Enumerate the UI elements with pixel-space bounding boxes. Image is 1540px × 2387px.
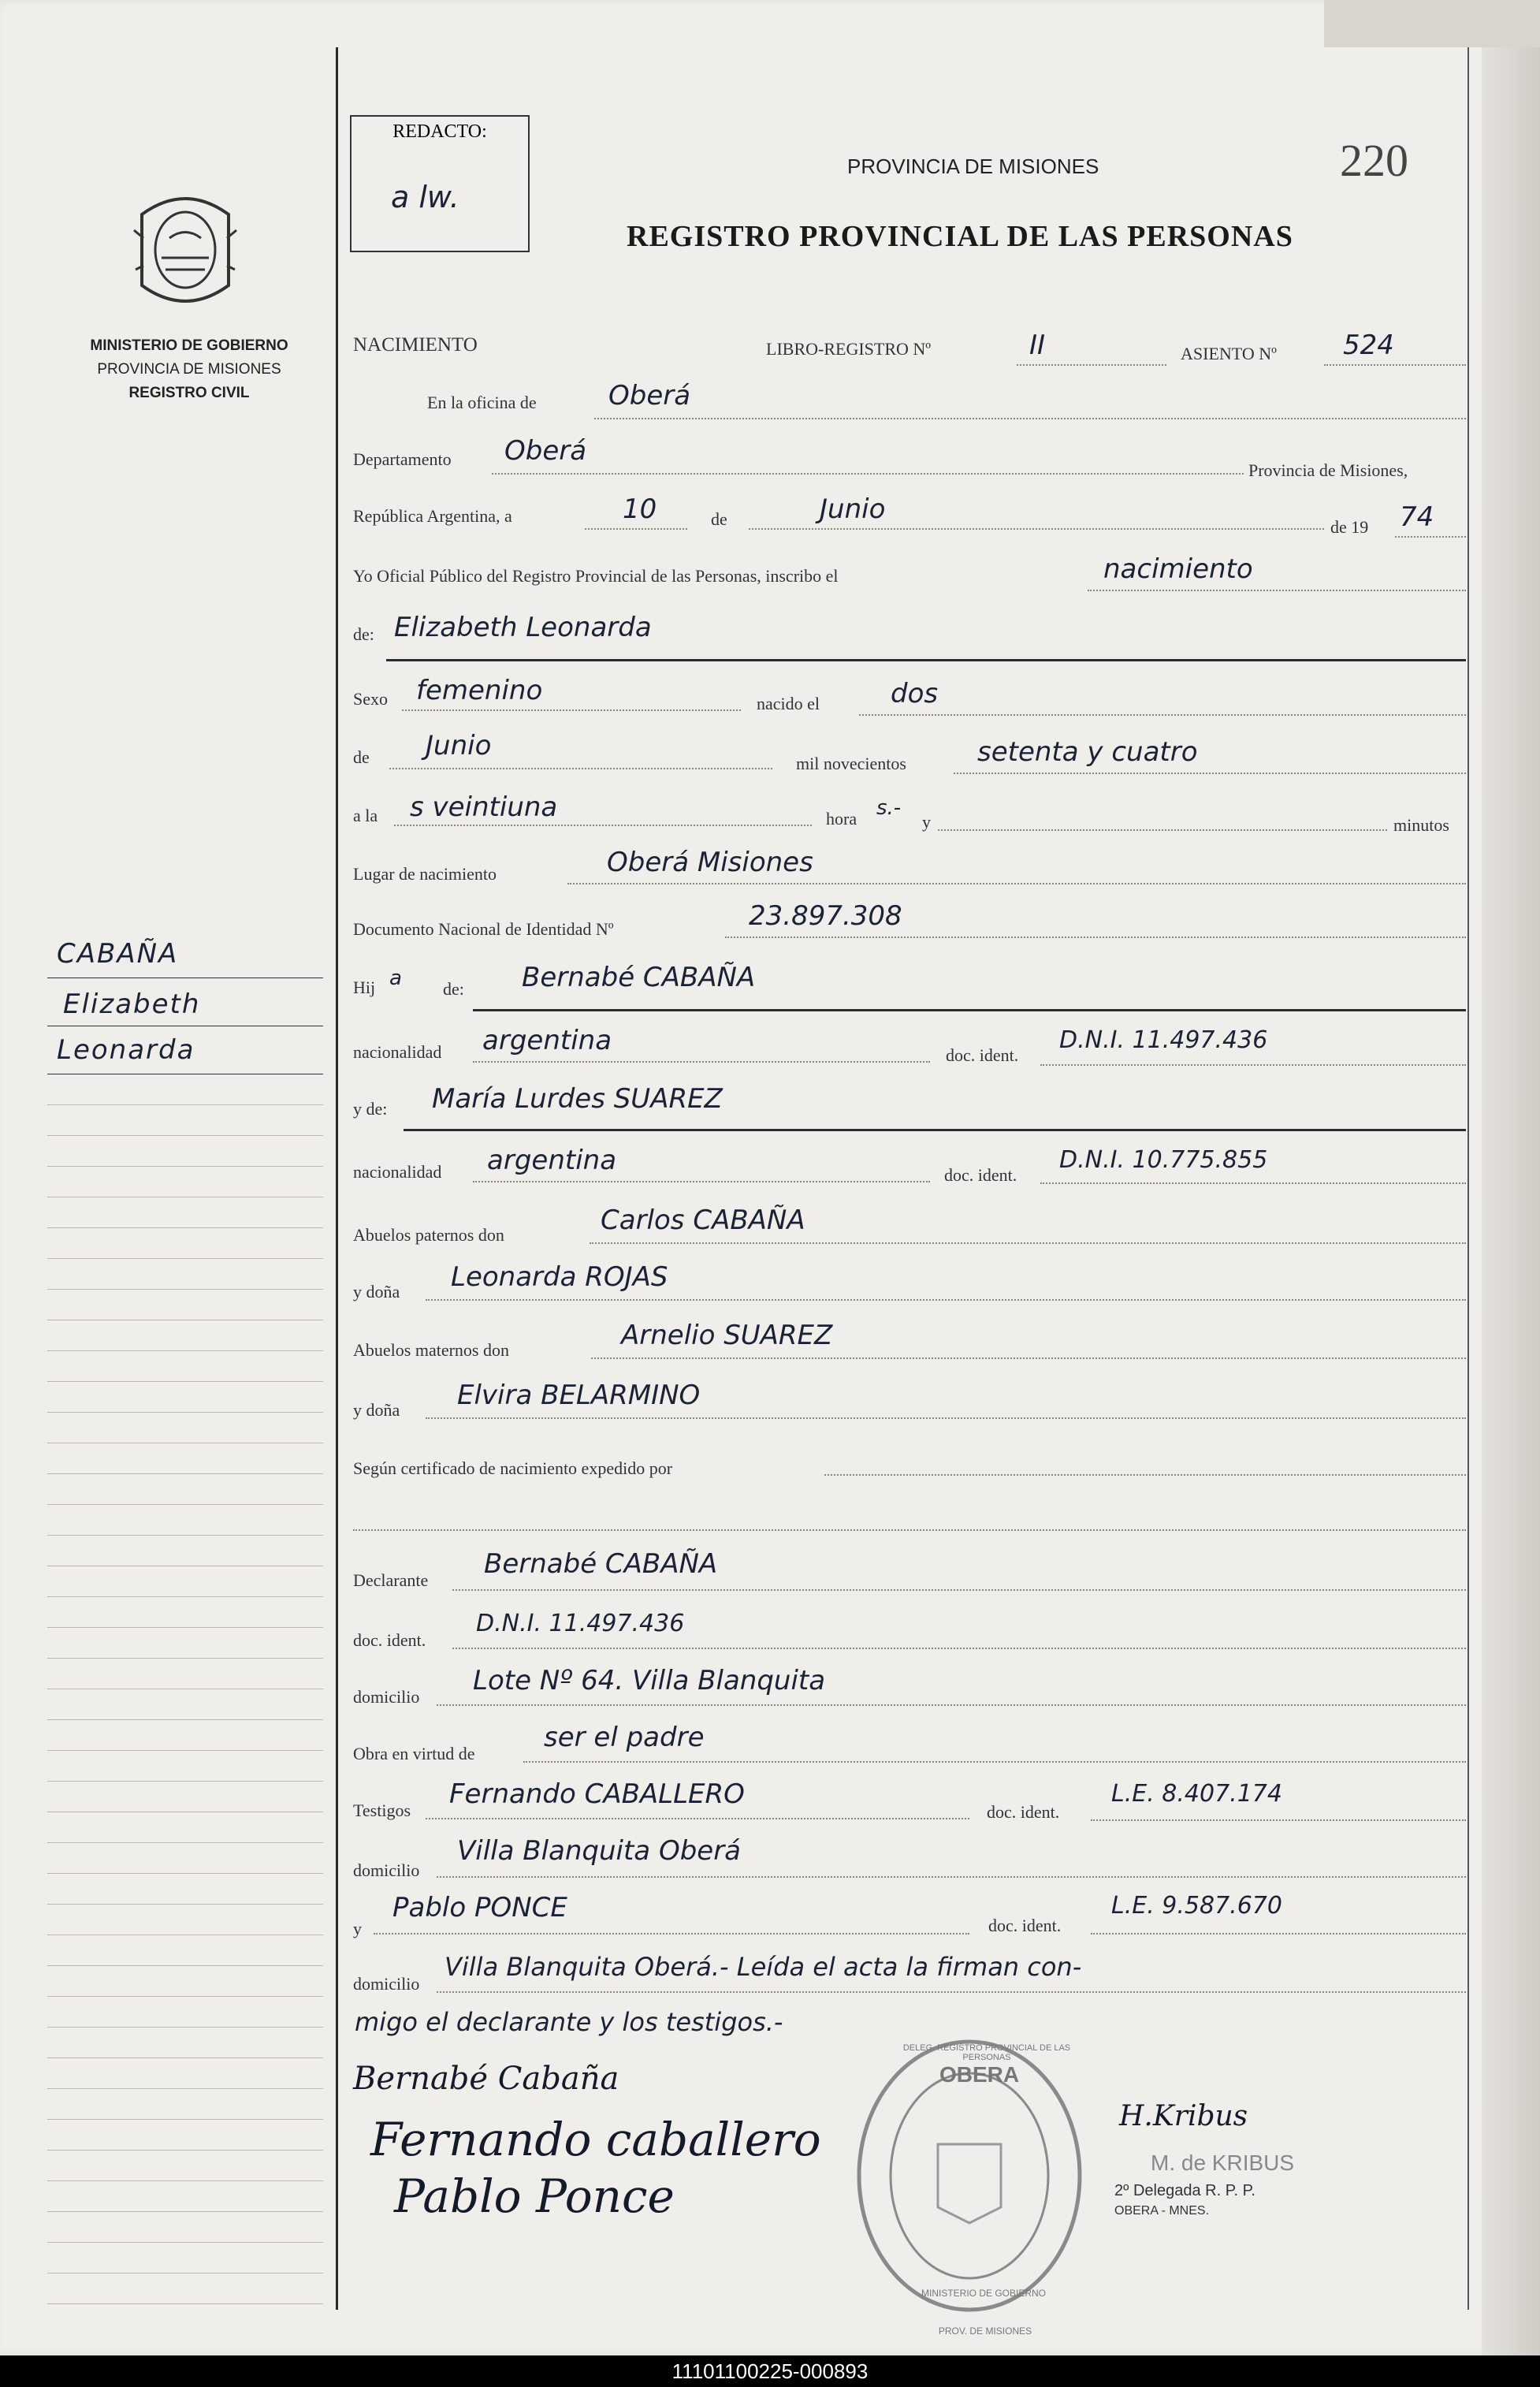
nacido-value: dos [891,678,939,709]
de-mes-label: de [353,747,370,767]
hij-de-label: de: [443,979,464,999]
nacimiento-label: NACIMIENTO [353,334,478,356]
redacto-initials: a lw. [391,180,459,214]
right-rule [1467,47,1469,2310]
oficina-value: Oberá [608,380,691,411]
official-title: 2º Delegada R. P. P. [1114,2182,1255,2199]
birthplace-value: Oberá Misiones [607,847,813,878]
page-number: 220 [1340,135,1408,186]
dia-value: 10 [623,493,657,525]
abuelos-maternos-label: Abuelos maternos don [353,1340,509,1360]
official-name: M. de KRIBUS [1151,2151,1295,2175]
hour-value: s veintiuna [410,791,558,823]
maternal-grandmother-value: Elvira BELARMINO [457,1380,701,1411]
signature-witness2: Pablo Ponce [394,2169,675,2223]
witness1-name-value: Fernando CABALLERO [449,1778,745,1810]
father-doc-value: D.N.I. 11.497.436 [1059,1026,1268,1054]
nacionalidad-padre-label: nacionalidad [353,1042,442,1062]
anio-value: 74 [1400,501,1434,533]
closing-text: migo el declarante y los testigos.- [355,2007,783,2037]
mother-doc-value: D.N.I. 10.775.855 [1059,1146,1268,1174]
provincia-label: Provincia de Misiones, [1248,460,1408,480]
page-edge-top [1324,0,1540,47]
obra-value: ser el padre [544,1722,705,1753]
ministry-line2: PROVINCIA DE MISIONES [97,361,281,378]
declarant-doc-value: D.N.I. 11.497.436 [476,1610,685,1637]
nacionalidad-madre-label: nacionalidad [353,1162,442,1182]
mother-nationality-value: argentina [487,1145,617,1176]
ydona-mat-label: y doña [353,1400,400,1420]
witness1-doc-value: L.E. 8.407.174 [1111,1780,1282,1808]
ala-label: a la [353,806,378,825]
mes-value: Junio [820,493,886,525]
libro-label: LIBRO-REGISTRO Nº [766,339,932,359]
redacto-label: REDACTO: [392,121,487,142]
signature-official: H.Kribus [1119,2100,1248,2132]
doc-padre-label: doc. ident. [946,1045,1019,1065]
stamp-ring-text: DELEG. REGISTRO PROVINCIAL DE LAS PERSONAS [902,2043,1071,2062]
witness1-address-value: Villa Blanquita Oberá [457,1835,742,1867]
departamento-label: Departamento [353,449,452,469]
oficial-value: nacimiento [1103,553,1253,585]
signature-witness1: Fernando caballero [370,2113,821,2166]
doc-madre-label: doc. ident. [944,1165,1017,1185]
mother-name-value: María Lurdes SUAREZ [432,1083,723,1115]
ministry-line3: REGISTRO CIVIL [128,385,250,401]
dom-t1-label: domicilio [353,1860,420,1880]
sexo-value: femenino [416,675,543,706]
sexo-label: Sexo [353,689,388,709]
margin-rule [336,47,338,2310]
stamp-top-text: OBERA [939,2062,1020,2087]
obra-label: Obra en virtud de [353,1744,475,1763]
registry-heading: REGISTRO PROVINCIAL DE LAS PERSONAS [627,220,1293,253]
birth-month-value: Junio [426,730,492,762]
stamp-bottom-text: PROV. DE MISIONES [938,2326,1032,2337]
maternal-grandfather-value: Arnelio SUAREZ [621,1320,833,1351]
yde-label: y de: [353,1099,388,1119]
abuelos-paternos-label: Abuelos paternos don [353,1225,504,1245]
hour-suffix-value: s.- [876,796,902,820]
declarante-label: Declarante [353,1570,429,1590]
page-edge-right [1482,47,1540,2355]
father-nationality-value: argentina [482,1025,612,1056]
hora-label: hora [826,809,857,829]
hij-label: Hij [353,978,376,997]
paternal-grandfather-value: Carlos CABAÑA [601,1205,805,1236]
witness2-name-value: Pablo PONCE [392,1892,567,1923]
birth-year-value: setenta y cuatro [977,736,1198,768]
doc-decl-label: doc. ident. [353,1630,426,1650]
margin-ruled-lines [47,938,323,2304]
anio-label: de 19 [1330,517,1369,537]
child-name-value: Elizabeth Leonarda [394,612,652,643]
oficial-label: Yo Oficial Público del Registro Provincial de las Personas, inscribo el [353,566,839,586]
hij-suffix: a [389,966,402,990]
witness2-doc-value: L.E. 9.587.670 [1111,1892,1282,1920]
paternal-grandmother-value: Leonarda ROJAS [451,1261,668,1293]
official-place: OBERA - MNES. [1114,2204,1210,2218]
asiento-value: 524 [1343,330,1394,361]
ministry-block [47,334,331,405]
domicilio-decl-label: domicilio [353,1687,420,1707]
de-nombre-label: de: [353,624,374,644]
footer-code: 11101100225-000893 [0,2355,1540,2387]
margin-firstname: Elizabeth [63,989,201,1020]
doc-t2-label: doc. ident. [988,1916,1062,1935]
republica-label: República Argentina, a [353,506,512,526]
lugar-label: Lugar de nacimiento [353,864,497,884]
libro-value: II [1029,330,1046,361]
ydona-pat-label: y doña [353,1282,400,1301]
stamp-inner-text: MINISTERIO DE GOBIERNO [921,2288,1046,2299]
certificado-label: Según certificado de nacimiento expedido por [353,1458,673,1478]
doc-t1-label: doc. ident. [987,1802,1060,1822]
asiento-label: ASIENTO Nº [1181,344,1277,363]
nacido-label: nacido el [757,694,820,713]
ministry-line1: MINISTERIO DE GOBIERNO [90,337,288,354]
dni-value: 23.897.308 [749,900,902,932]
y-testigo2-label: y [353,1919,362,1938]
dni-label: Documento Nacional de Identidad Nº [353,919,614,939]
margin-surname: CABAÑA [57,938,179,970]
testigos-label: Testigos [353,1800,411,1820]
y-label: y [922,812,931,832]
declarant-name-value: Bernabé CABAÑA [484,1548,718,1580]
oficina-label: En la oficina de [427,393,537,412]
province-emblem-icon [126,183,244,317]
province-heading: PROVINCIA DE MISIONES [847,155,1099,178]
departamento-value: Oberá [504,435,587,467]
minutos-label: minutos [1393,815,1449,835]
dom-t2-label: domicilio [353,1974,420,1994]
mil-label: mil novecientos [796,754,906,773]
de-label: de [711,509,727,529]
declarant-address-value: Lote Nº 64. Villa Blanquita [473,1665,826,1696]
margin-middlename: Leonarda [57,1034,195,1066]
signature-declarant: Bernabé Cabaña [353,2061,619,2097]
father-name-value: Bernabé CABAÑA [522,962,756,993]
redacto-box [350,115,530,252]
witness2-address-value: Villa Blanquita Oberá.- Leída el acta la firman con- [445,1952,1082,1982]
